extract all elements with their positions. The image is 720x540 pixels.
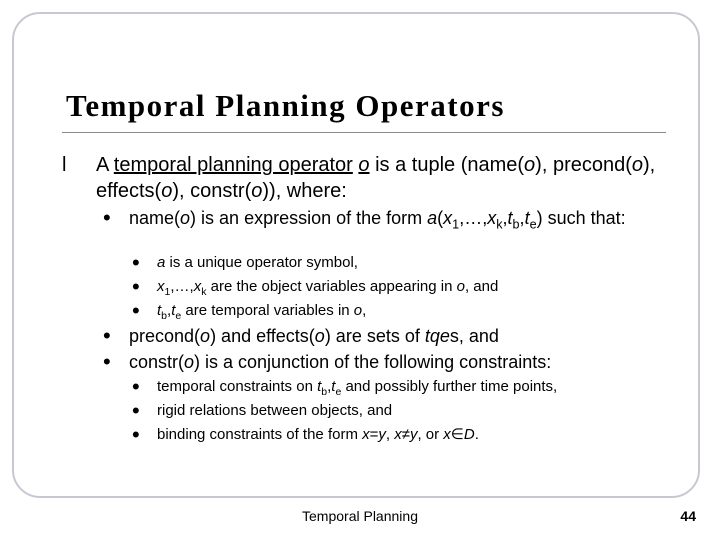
constr-sub-item: rigid relations between objects, and	[157, 402, 393, 419]
constr-sub-item: binding constraints of the form x=y, x≠y, or x∈D.	[157, 426, 479, 443]
bullet-level3: •	[132, 374, 140, 399]
name-sub-item: $t_b,t_e$ are temporal variables in o,	[157, 302, 367, 322]
slide-title: Temporal Planning Operators	[66, 88, 505, 123]
bullet-level2: •	[103, 349, 111, 374]
term-temporal-planning-operator: temporal planning operator	[113, 154, 353, 176]
slide-footer: Temporal Planning	[302, 508, 418, 524]
name-item: name(o) is an expression of the form $a(x_1,\dots,x_k,t_b,t_e)$ such that:	[129, 208, 626, 232]
precond-item: precond(o) and effects(o) are sets of tqes, and	[129, 326, 499, 346]
bullet-level3: •	[132, 274, 140, 299]
bullet-level2: •	[103, 205, 111, 230]
name-sub-item: a is a unique operator symbol,	[157, 254, 358, 271]
bullet-level3: •	[132, 250, 140, 275]
bullet-level2: •	[103, 323, 111, 348]
intro-text: A temporal planning operator o is a tuple (name(o), precond(o), effects(o), constr(o)), where:	[96, 154, 656, 202]
title-divider	[62, 132, 666, 133]
bullet-level3: •	[132, 298, 140, 323]
bullet-level1: l	[62, 154, 67, 176]
constr-sub-item: temporal constraints on $t_b,t_e$ and possibly further time points,	[157, 378, 558, 398]
name-sub-item: $x_1,\dots,x_k$ are the object variables appearing in o, and	[157, 278, 499, 298]
bullet-level3: •	[132, 398, 140, 423]
bullet-level3: •	[132, 422, 140, 447]
constr-item: constr(o) is a conjunction of the following constraints:	[129, 352, 552, 372]
page-number: 44	[680, 508, 696, 524]
